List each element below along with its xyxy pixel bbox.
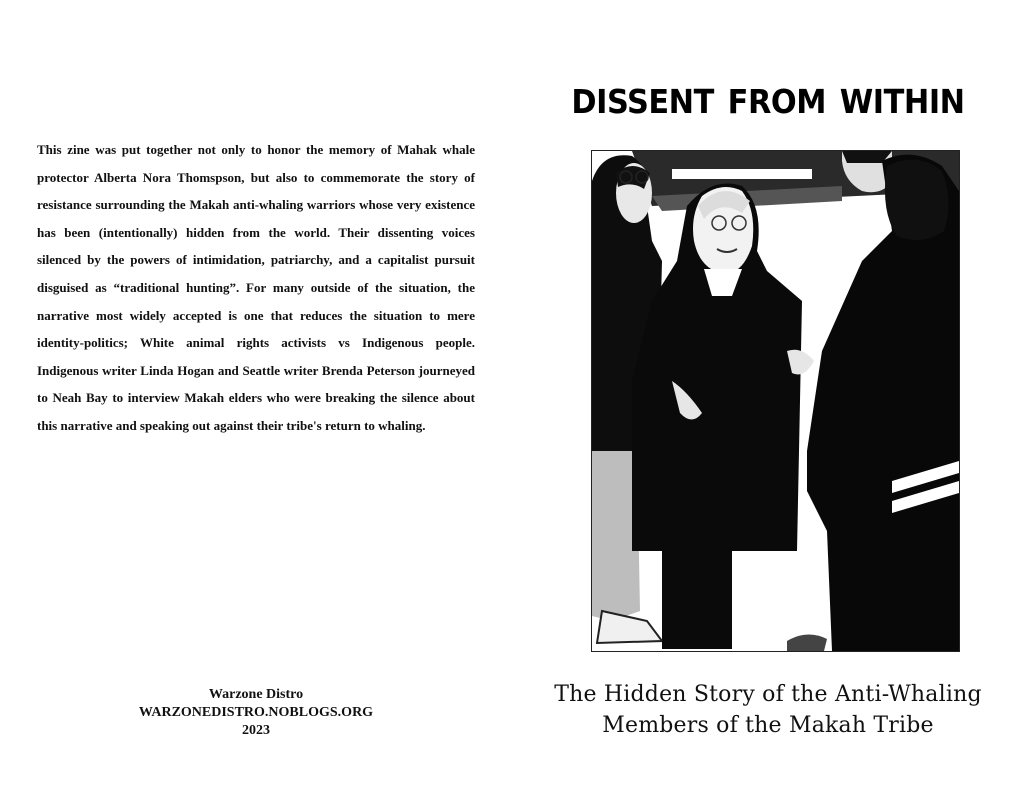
publisher-url: WARZONEDISTRO.NOBLOGS.ORG [138, 705, 374, 720]
cover-photo [591, 150, 960, 652]
elders-photo-illustration [592, 151, 959, 651]
front-cover [512, 0, 1024, 792]
back-cover-blurb: This zine was put together not only to honor the memory of Mahak whale protector Alberta Nora Thomspson, but also to commemorate the story of resistance surrounding the Makah anti-whaling warriors whose very existence has been (intentionally) hidden from the world. Their dissenting voices silenced by the powers of intimidation, patriarchy, and a capitalist pursuit disguised as “traditional hunting”. For many outside of the situation, the narrative most widely accepted is one that reduces the situation to mere identity-politics; White animal rights activists vs Indigenous people. Indigenous writer Linda Hogan and Seattle writer Brenda Peterson journeyed to Neah Bay to interview Makah elders who were breaking the silence about this narrative and speaking out against their tribe's return to whaling. [37, 142, 475, 433]
cover-subtitle [512, 679, 1024, 741]
cover-subtitle-line-2: Members of the Makah Tribe [602, 713, 934, 738]
cover-subtitle-line-1: The Hidden Story of the Anti-Whaling [554, 682, 982, 707]
cover-title: DISSENT FROM WITHIN [571, 82, 965, 121]
publication-year: 2023 [242, 723, 270, 738]
publisher-name: Warzone Distro [208, 687, 304, 702]
publisher-info [0, 686, 512, 740]
